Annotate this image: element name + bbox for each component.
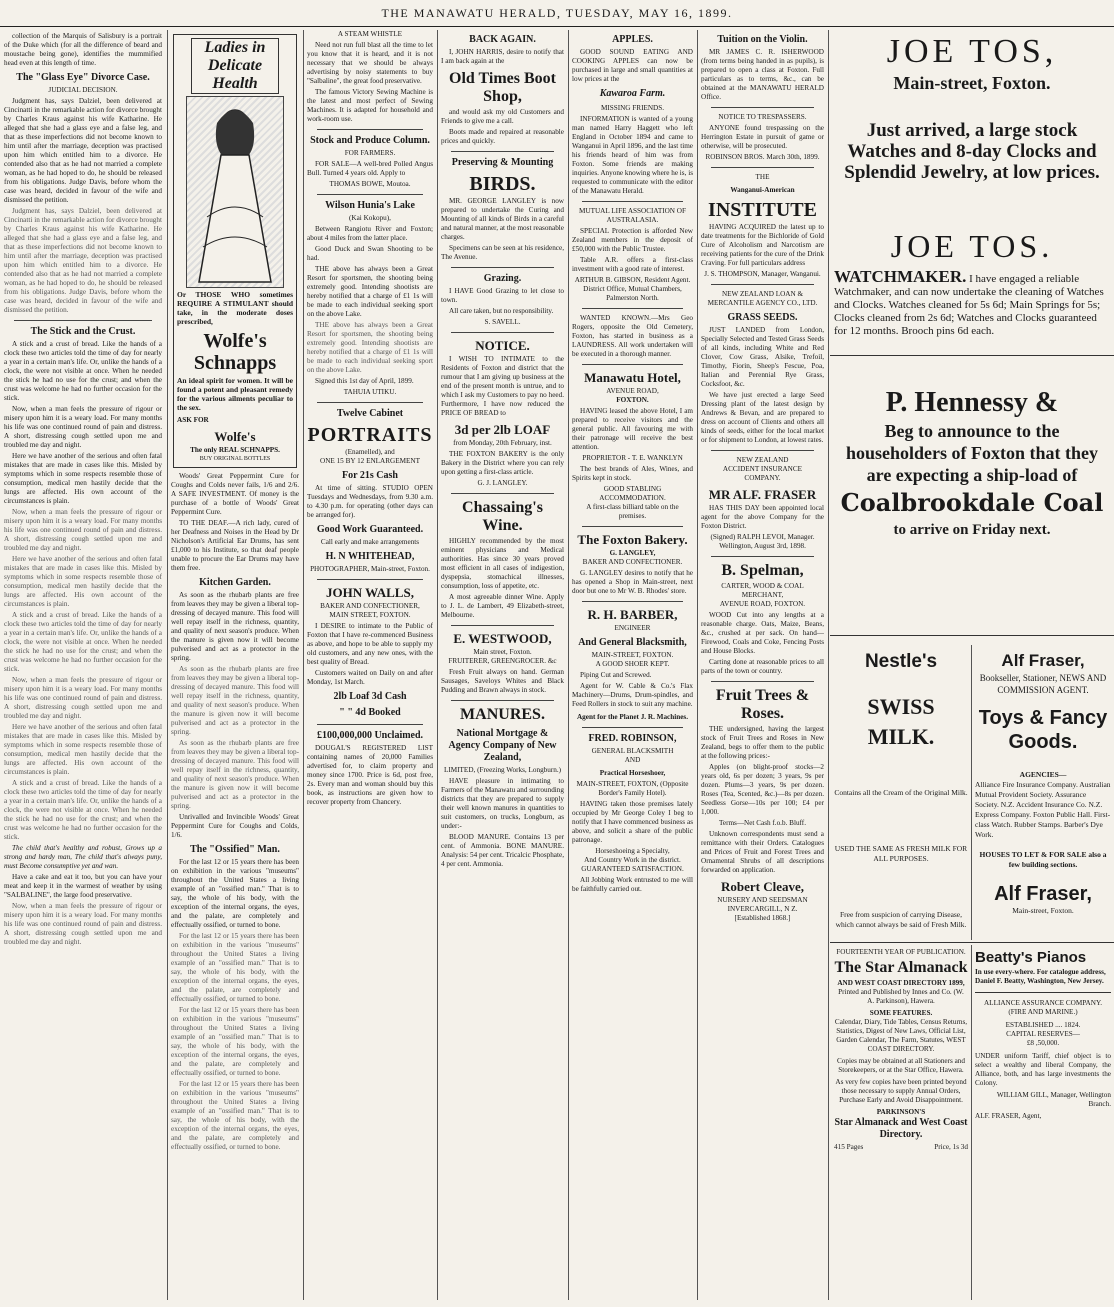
headline: National Mortgage & Agency Company of New Zealand, — [448, 728, 557, 763]
ad-watchmaker — [834, 267, 1110, 350]
ad-text: HAVING leased the above Hotel, I am prepared to receive visitors and the general public. All favouring me with their patronage will receive the best attention. — [572, 407, 693, 451]
column-rule — [697, 30, 698, 1300]
ad-text: and would ask my old Customers and Friends to give me a call. — [441, 108, 564, 125]
subheadline: MAIN-STREET, FOXTON, (Opposite Border's Family Hotel). — [576, 780, 689, 797]
ad-text: Bookseller, Stationer, NEWS AND COMMISSION AGENT. — [979, 673, 1107, 695]
ad-text: I, JOHN HARRIS, desire to notify that I am back again at the — [441, 48, 564, 65]
article-text: Here we have another of the serious and often fatal mistakes that are made in cases like this. Misled by symptoms which in some respects resemble those of consumption, medical men hastily decide that the lungs are affected. His own account of the circumstances is plain. — [4, 555, 162, 608]
ad-text: Call early and make arrangements — [320, 538, 420, 546]
subheadline: INVERCARGILL, N Z. — [727, 905, 798, 913]
headline: Robert Cleave, — [720, 879, 805, 894]
ad-text: The only REAL SCHNAPPS. — [190, 446, 280, 454]
ad-text: HAVE pleasure in intimating to Farmers of the Manawatu and surrounding districts that they are prepared to supply their well known manures in quantities to suit customers, on trucks, Longburn, as under:- — [441, 777, 564, 830]
subheadline: BAKER AND CONFECTIONER, — [320, 602, 420, 610]
subheadline: G. LANGLEY, — [609, 549, 656, 557]
ad-text: Apples (on blight-proof stocks—2 years old, 6s per dozen; 3 years, 9s per dozen. Plums—3 years, 9s per dozen. Roses (Tea, Scented, &c.)—8s per dozen. Seedless Gorse—10s per 100; £4 per 1,000. — [701, 763, 824, 816]
ad-text: I WISH TO INTIMATE to the Residents of Foxton and district that the rumour that I am giving up business at the end of the present month is untrue, and to which I ask my Customers to pay no heed. Furthermore, I have now reduced the PRICE OF BREAD to — [441, 355, 564, 417]
ad-text: ESTABLISHED .... 1824. — [1005, 1021, 1081, 1029]
column-rule — [167, 30, 168, 1300]
headline: NEW ZEALAND — [736, 456, 789, 464]
ad-text: Signed this 1st day of April, 1899. — [315, 377, 414, 385]
subheadline: CARTER, WOOD & COAL MERCHANT, — [721, 582, 804, 599]
headline: Preserving & Mounting — [451, 157, 554, 168]
ad-subtitle: AGENCIES— — [1019, 770, 1067, 779]
subheadline: Horseshoeing a Specialty, — [595, 847, 670, 855]
headline: R. H. BARBER, — [587, 607, 678, 622]
headline: For 21s Cash — [342, 470, 398, 481]
article-text: As soon as the rhubarb plants are free from leaves they may be given a liberal top-dressing of decayed manure. This food will well repay itself in the richness, quantity, and quality of next season's produce. When the manure is given now it will become pulverised and act as a protector in the spring. — [171, 665, 299, 736]
divider — [830, 635, 1114, 636]
article-text: Woods' Great Peppermint Cure for Coughs and Colds never fails, 1/6 and 2/6. A SAFE INVESTMENT. Of money is the purchase of a bottle of Woods' Great Peppermint Cure. — [171, 472, 299, 516]
subheadline: GENERAL BLACKSMITH — [591, 747, 674, 755]
column-rule — [828, 30, 829, 1300]
ad-text: A most agreeable dinner Wine. Apply to J. L. de Lambert, 49 Elizabeth-street, Melbourne. — [441, 593, 564, 619]
article-text: Need not run full blast all the time to let you know that it is heard, and it is not necessary that we should be always advertising by noisy statements to buy "Salbaline", the great food preservative. — [307, 41, 433, 85]
ad-text: USED THE SAME AS FRESH MILK FOR ALL PURPOSES. — [834, 844, 968, 863]
subheadline: PHOTOGRAPHER, Main-street, Foxton. — [310, 565, 430, 573]
ad-text: G. LANGLEY desires to notify that he has opened a Shop in Main-street, next door but one to Mr W. B. Rhodes' store. — [572, 569, 693, 595]
column-6 — [701, 30, 824, 1302]
article-text: Judgment has, says Dalziel, been delivered at Cincinatti in the remarkable action for divorce brought by Charles Kraus against his wife Katharine. He alleged that she had a glass eye and a false leg, and that as these imperfections did not become known to him until after the marriage, deception was practised upon him which entitled him to a divorce. He contended also that as he had not married a complete woman, as he had hoped to do, he should be released from his obligations. Judge Davis, before whom the case was heard, decided in favour of the wife and dismissed the petition. — [4, 207, 162, 314]
subheadline: [Established 1868.] — [734, 914, 791, 922]
verse: The child that's healthy and robust, Grows up a strong and hardy man, The child that's always puny, must Become consumptive yet and wan. — [4, 844, 162, 870]
ad-title: JOE TOS, — [886, 33, 1058, 70]
subheadline: ENGINEER — [614, 624, 651, 632]
ad-text: Free from suspicion of carrying Disease, which cannot always be said of Fresh Milk. — [835, 910, 967, 929]
article-text: Judgment has, says Dalziel, been delivered at Cincinatti in the remarkable action for divorce brought by Charles Kraus against his wife Katharine. He alleged that she had a glass eye and a false leg, and that as these imperfections did not become known to him until after the marriage, deception was practised upon him which entitled him to a divorce. He contended also that as he had not married a complete woman, as he had hoped to do, he should be released from his obligations. Judge Davis, before whom the case was heard, decided in favour of the wife and dismissed the petition. — [4, 97, 162, 204]
headline: Twelve Cabinet — [336, 408, 404, 419]
article-text: Have a cake and eat it too, but you can have your meat and keep it in the warmest of weather by using "SALBALINE", the large food preservative. — [4, 873, 162, 899]
headline: Wanganui-American — [730, 186, 795, 194]
headline: £100,000,000 Unclaimed. — [316, 730, 424, 741]
ad-subtitle: (FIRE AND MARINE.) — [1008, 1008, 1078, 1016]
headline: Good Work Guaranteed. — [316, 524, 424, 535]
ad-text: ANYONE found trespassing on the Herrington Estate in pursuit of game or otherwise, will be prosecuted. — [701, 124, 824, 150]
article-text: For the last 12 or 15 years there has been on exhibition in the various "museums" throughout the United States a living example of an "ossified man." That is to say, the whole of his body, with the exception of the internal organs, the eyes, and the palate, are completely and effectually ossified, or turned to bone. — [171, 1006, 299, 1077]
article-text: Unrivalled and Invincible Woods' Great Peppermint Cure for Coughs and Colds, 1/6. — [171, 813, 299, 839]
subheadline: NURSERY AND SEEDSMAN — [717, 896, 808, 904]
ad-title: WATCHMAKER. — [834, 267, 967, 286]
ad-text: BLOOD MANURE. Contains 13 per cent. of Ammonia. BONE MANURE. Analysis: 54 per cent. Tricalcic Phosphate, 4 per cent. Ammonia. — [441, 833, 564, 868]
ad-text: to arrive on Friday next. — [893, 522, 1051, 538]
headline: BIRDS. — [469, 173, 536, 195]
headline: Old Times Boot Shop, — [449, 70, 556, 105]
ad-text: THE FOXTON BAKERY is the only Bakery in the District where you can rely upon getting a first-class article. — [441, 450, 564, 476]
subheadline: AVENUE ROAD, — [606, 387, 659, 395]
ad-brand: Wolfe's Schnapps — [193, 330, 277, 374]
headline: Wilson Hunia's Lake — [325, 200, 415, 211]
article-text: As soon as the rhubarb plants are free from leaves they may be given a liberal top-dressing of decayed manure. This food will well repay itself in the richness, quantity, and quality of next season's produce. When the manure is given now it will become pulverised and act as a protector in the spring. — [171, 591, 299, 662]
divider — [830, 942, 1114, 943]
ad-text: MR JAMES C. R. ISHERWOOD (from terms being handed in as pupils), is prepared to open a class at Foxton. Full particulars as to terms, &c., can be obtained at the MANAWATU HERALD Office. — [701, 48, 824, 101]
subheadline: MAIN-STREET, FOXTON. — [591, 651, 674, 659]
ad-title: SWISS MILK. — [867, 694, 935, 749]
headline: Kawaroa Farm. — [599, 88, 666, 99]
article-text: Now, when a man feels the pressure of rigour or misery upon him it is a weary load. For many months his life was one continued round of pain and distress. A short, distressing cough settled upon me and troubled me day and night. — [4, 676, 162, 720]
subheadline: LIMITED, (Freezing Works, Longburn.) — [443, 766, 562, 774]
subheadline: GUARANTEED SATISFACTION. — [581, 865, 684, 873]
ad-text: Specimens can be seen at his residence, The Avenue. — [441, 244, 564, 261]
article-text: TO THE DEAF.—A rich lady, cured of her Deafness and Noises in the Head by Dr Nicholson's Artificial Ear Drums, has sent £1,000 to his Institute, so that deaf people unable to procure the Ear Drums may have them free. — [171, 519, 299, 572]
headline: FRED. ROBINSON, — [588, 733, 677, 744]
article-text: A stick and a crust of bread. Like the hands of a clock these two articles told the time of day for nearly a year in a certain man's life. Or, unlike the hands of a clock, the were not visible at once. When he needed the stick he had no use for the crust; and when the crust was welcome he had no further occasion for the stick. — [4, 779, 162, 841]
ad-text: Calendar, Diary, Tide Tables, Census Returns, Statistics, Digest of New Laws, Official List, Garden Calendar, The Farm, Statutes, WEST COAST DIRECTORY. — [834, 1018, 968, 1053]
ad-text: THE above has always been a Great Resort for sportsmen, the shooting being extremely good. Intending shootists are hereby notified that a charge of £1 1s will be made to each individual seeking sport on the above Lake. — [307, 321, 433, 374]
column-2 — [171, 30, 299, 1302]
ad-text: Alliance Fire Insurance Company. Australian Mutual Provident Society. Assurance Society. N.Z. Accident Insurance Co. N.Z. Express Company. Foxton Public Hall. First-class Watch. Rubber Stamps. Barber's Dye Work. — [975, 780, 1111, 839]
headline: MANURES. — [460, 706, 545, 723]
ad-text: HAVING ACQUIRED the latest up to date treatments for the Bichloride of Gold Cure of Alcoholism and Narcotism are receiving patients for the cure of the Drink Craving. For full particulars address — [701, 223, 824, 267]
signature: THOMAS BOWE, Moutoa. — [329, 180, 411, 188]
headline: Agent for the Planet J. R. Machines. — [576, 713, 689, 721]
ad-text: At time of sitting. STUDIO OPEN Tuesdays and Wednesdays, from 9.30 a.m. to 4.30 p.m. for operating (other days can be arranged for). — [307, 484, 433, 519]
ad-text: 415 Pages — [834, 1143, 864, 1151]
ad-alf-fraser — [975, 650, 1111, 940]
headline: INSTITUTE — [708, 199, 817, 221]
ad-subtitle: SOME FEATURES. — [869, 1009, 933, 1017]
subheadline: AVENUE ROAD, FOXTON. — [719, 600, 806, 608]
ad-text: Unknown correspondents must send a remittance with their Orders. Catalogues and Prices of Fruit and Forest Trees and Ornamental Shrubs of all descriptions forwarded on application. — [701, 830, 824, 874]
ad-text: All care taken, but no responsibility. — [449, 307, 554, 315]
ad-text: THE above has always been a Great Resort for sportsmen, the shooting being extremely good. Intending shootists are hereby notified that a charge of £1 1s will be made to each individual seeking sport on the above Lake. — [307, 265, 433, 318]
ad-text: Contains all the Cream of the Original Milk. — [834, 788, 968, 797]
ad-title: JOE TOS. — [890, 228, 1054, 264]
ad-text: We have just erected a large Seed Dressing plant of the latest design by Andrews & Bevan, and are prepared to dress on account of Clients and others all kinds of seeds, either for the local market or for shipment to London, at lowest rates. — [701, 391, 824, 444]
article-text: The famous Victory Sewing Machine is the latest and most perfect of Sewing Machines. It is adapted for household and work-room use. — [307, 88, 433, 123]
headline: COMPANY. — [744, 474, 781, 482]
ad-text: Or THOSE WHO sometimes REQUIRE A STIMULANT should take, in the moderate doses prescribed, — [177, 290, 293, 326]
masthead: THE MANAWATU HERALD, TUESDAY, MAY 16, 1899. — [0, 0, 1114, 27]
ad-text: An ideal spirit for women. It will be found a potent and pleasant remedy for the various ailments peculiar to the sex. — [177, 376, 293, 412]
column-4 — [441, 30, 564, 1302]
ad-text: WOOD Cut into any lengths at a reasonable charge. Oats, Maize, Beans, &c., crushed at per sack. On hand—Firewood, Coals and Coke, Fencing Posts and House Blocks. — [701, 611, 824, 655]
signature: WILLIAM GILL, Manager, Wellington Branch. — [996, 1091, 1111, 1108]
ad-text: As very few copies have been printed beyond those necessary to supply Annual Orders, Purchase Early and Avoid Disappointment. — [835, 1078, 967, 1104]
ad-text: Table A.R. offers a first-class investment with a good rate of interest. — [572, 256, 693, 273]
headline: THE — [755, 173, 770, 181]
ad-subtitle: Main-street, Foxton. — [893, 73, 1051, 93]
headline: MR ALF. FRASER — [708, 487, 817, 502]
ad-text: Boots made and repaired at reasonable prices and quickly. — [441, 128, 564, 145]
column-rule — [437, 30, 438, 1300]
ad-text: Copies may be obtained at all Stationers and Storekeepers, or at the Star Office, Hawera. — [837, 1057, 965, 1074]
headline: MUTUAL LIFE ASSOCIATION OF AUSTRALASIA. — [579, 207, 686, 224]
headline: APPLES. — [612, 34, 653, 45]
article-text: As soon as the rhubarb plants are free from leaves they may be given a liberal top-dressing of decayed manure. This food will well repay itself in the richness, quantity, and quality of next season's produce. When the manure is given now it will become pulverised and act as a protector in the spring. — [171, 739, 299, 810]
article-text: A stick and a crust of bread. Like the hands of a clock these two articles told the time of day for nearly a year in a certain man's life. Or, unlike the hands of a clock, the were not visible at once. When he needed the stick he had no use for the crust; and when the crust was welcome he had no further occasion for the stick. — [4, 611, 162, 673]
subheadline: BAKER AND CONFECTIONER. — [582, 558, 683, 566]
ad-beatty-alliance — [975, 948, 1111, 1303]
article-text: Now, when a man feels the pressure of rigour or misery upon him it is a weary load. For many months his life was one continued round of pain and distress. A short, distressing cough settled upon me and troubled me day and night. — [4, 405, 162, 449]
ad-text: Between Rangiotu River and Foxton; about 4 miles from the latter place. — [307, 225, 433, 242]
ad-text: UNDER uniform Tariff, chief object is to select a wealthy and liberal Company, the Alliance, both, and has large investments the Colony. — [975, 1052, 1111, 1087]
headline: Practical Horseshoer, — [599, 769, 666, 777]
subheadline: FOR FARMERS. — [344, 149, 396, 157]
ad-text: I HAVE Good Grazing to let close to town. — [441, 287, 564, 304]
signature: G. J. LANGLEY. — [477, 479, 528, 487]
headline: The "Ossified" Man. — [190, 844, 280, 855]
signature: ARTHUR B. GIBSON, Resident Agent. District Office, Mutual Chambers, Palmerston North. — [574, 276, 691, 302]
ad-subtitle: AND WEST COAST DIRECTORY 1899, — [837, 979, 965, 987]
headline: ACCIDENT INSURANCE — [722, 465, 803, 473]
ad-title: Star Almanack and West Coast Directory. — [834, 1117, 968, 1140]
column-rule — [971, 945, 972, 1300]
column-3 — [307, 30, 433, 1302]
headline: NOTICE TO TRESPASSERS. — [718, 113, 807, 121]
signature: S. SAVELL. — [484, 318, 521, 326]
headline: Fruit Trees & Roses. — [715, 687, 810, 722]
ad-text: Customers waited on Daily on and after Monday, 1st March. — [307, 669, 433, 686]
article-text: A stick and a crust of bread. Like the hands of a clock these two articles told the time of day for nearly a year in a certain man's life. Or, unlike the hands of a clock, the were not visible at once. When he needed the stick he had no use for the crust; and when the crust was welcome he had no further occasion for the stick. — [4, 340, 162, 402]
ad-headline: Coalbrookdale Coal — [840, 488, 1104, 517]
ad-text: BUY ORIGINAL BOTTLES — [199, 456, 271, 462]
headline: E. WESTWOOD, — [453, 631, 552, 646]
headline: NEW ZEALAND LOAN & MERCANTILE AGENCY CO., LTD. — [707, 290, 818, 307]
headline: Chassaing's Wine. — [462, 499, 543, 534]
signature: ALF. FRASER, Agent, — [975, 1112, 1042, 1120]
ad-joe-tos-stock: Just arrived, a large stock Watches and 8-day Clocks and Splendid Jewelry, at low prices. — [844, 120, 1100, 183]
ad-subtitle: PARKINSON'S — [876, 1108, 926, 1116]
ad-text: I DESIRE to intimate to the Public of Foxton that I have re-commenced Business as above, and hope to be able to supply my old customers, and any new ones, with the best quality of Bread. — [307, 622, 433, 666]
article-text: Here we have another of the serious and often fatal mistakes that are made in cases like this. Misled by symptoms which in some respects resemble those of consumption, medical men hastily decide that the lungs are affected. His own account of the circumstances is plain. — [4, 452, 162, 505]
ad-text: GOOD STABLING ACCOMMODATION. — [599, 485, 666, 502]
ad-text: Good Duck and Swan Shooting to be had. — [307, 245, 433, 262]
headline: " " 4d Booked — [339, 707, 401, 718]
headline: And General Blacksmith, — [578, 637, 687, 648]
ad-text: Main-street, Foxton. — [1012, 906, 1074, 915]
ad-text: HOUSES TO LET & FOR SALE also a few building sections. — [979, 850, 1107, 869]
column-rule — [971, 645, 972, 940]
ad-text: All Jobbing Work entrusted to me will be faithfully carried out. — [572, 876, 693, 893]
ad-text: JUST LANDED from London, Specially Selected and Tested Grass Seeds of all kinds, including White and Red Clover, Cow Grass, Alsike, Trefoil, Timothy, Fiorin, Sheep's Fescue, Poa, Italian and Perennial Rye Grass, Cocksfoot, &c. — [701, 326, 824, 388]
subheadline: (Enamelled), and — [345, 448, 395, 456]
article-text: Now, when a man feels the pressure of rigour or misery upon him it is a weary load. For many months his life was one continued round of pain and distress. A short, distressing cough settled upon me and troubled me day and night. — [4, 508, 162, 552]
headline: 2lb Loaf 3d Cash — [333, 691, 407, 702]
column-rule — [568, 30, 569, 1300]
subheadline: A GOOD SHOER KEPT. — [595, 660, 670, 668]
ad-hennessy — [834, 386, 1110, 596]
headline: B. Spelman, — [721, 562, 804, 579]
subheadline: AND — [624, 756, 641, 764]
ad-text: ASK FOR — [177, 416, 209, 424]
ad-text: HAVING taken those premises lately occupied by Mr George Coley I beg to notify that I have commenced business as above, and solicit a share of the public patronage. — [572, 800, 693, 844]
ad-title: Nestle's — [864, 651, 938, 672]
subheadline: FRUITERER, GREENGROCER. &c — [448, 657, 557, 665]
ad-text: Terms—Net Cash f.o.b. Bluff. — [719, 819, 806, 827]
headline: Tuition on the Violin. — [717, 34, 808, 45]
ad-text: DOUGAL'S REGISTERED LIST containing names of 20,000 Families advertised for, to claim property and money since 1700. Price is 6d, post free, 2s. Every man and woman should buy this book, as instructions are given how to recover property from Chancery. — [307, 744, 433, 806]
ad-text: CAPITAL RESERVES— — [1006, 1030, 1080, 1038]
column-5 — [572, 30, 693, 1302]
ad-text: FOR SALE—A well-bred Polled Angus Bull. Turned 4 years old. Apply to — [307, 160, 433, 177]
headline: BACK AGAIN. — [469, 34, 536, 45]
headline: H. N WHITEHEAD, — [325, 551, 415, 562]
ad-text: In use every-where. For catalogue address, Daniel F. Beatty, Washington, New Jersey. — [975, 968, 1106, 985]
ad-title: Toys & Fancy Goods. — [978, 707, 1108, 753]
headline: The Stick and the Crust. — [30, 326, 136, 337]
headline: JOHN WALLS, — [326, 585, 414, 600]
headline: PORTRAITS — [307, 424, 433, 446]
ad-star-almanack — [834, 948, 968, 1303]
ad-text: I have engaged a reliable Watchmaker, and can now undertake the cleaning of Watches and Clocks. Watches cleaned for 5s 6d; Main Springs for 5s; Clocks cleaned from 2s 6d; Watches and Clocks guaranteed for 12 months. Brooch pins 6d each. — [834, 273, 1104, 337]
subheadline: MAIN STREET, FOXTON. — [329, 611, 411, 619]
signature: J. S. THOMPSON, Manager, Wanganui. — [704, 270, 821, 278]
ad-text: SPECIAL Protection is afforded New Zealand members in the deposit of £50,000 with the Public Trustee. — [572, 227, 693, 253]
article-text: For the last 12 or 15 years there has been on exhibition in the various "museums" throughout the United States a living example of an "ossified man." That is to say, the whole of his body, with the exception of the internal organs, the eyes, and the palate, are completely and effectually ossified, or turned to bone. — [171, 1080, 299, 1151]
ad-text: MR. GEORGE LANGLEY is now prepared to undertake the Curing and Mounting of all kinds of Birds in a careful and natural manner, at the most reasonable charges. — [441, 197, 564, 241]
subheadline: ONE 15 BY 12 ENLARGEMENT — [320, 457, 420, 465]
subheadline: FOXTON. — [616, 396, 649, 404]
ad-text: GOOD SOUND EATING AND COOKING APPLES can now be purchased in large and small quantities at low prices at the — [572, 48, 693, 83]
ad-title: P. Hennessy & — [885, 387, 1059, 418]
headline: Manawatu Hotel, — [584, 370, 681, 385]
headline: Kitchen Garden. — [199, 577, 271, 588]
subheadline: Main street, Foxton. — [473, 648, 532, 656]
article-text: For the last 12 or 15 years there has been on exhibition in the various "museums" throughout the United States a living example of an "ossified man." That is to say, the whole of his body, with the exception of the internal organs, the eyes, and the palate, are completely and effectually ossified, or turned to bone. — [171, 932, 299, 1003]
ad-title: Beatty's Pianos — [975, 949, 1087, 966]
ad-text: Beg to announce to the householders of Foxton that they are expecting a ship-load of — [845, 421, 1098, 485]
article-text: Here we have another of the serious and often fatal mistakes that are made in cases like this. Misled by symptoms which in some respects resemble those of consumption, medical men hastily decide that the lungs are affected. His own account of the circumstances is plain. — [4, 723, 162, 776]
headline: GRASS SEEDS. — [727, 312, 798, 323]
ad-text: from Monday, 20th February, inst. — [453, 439, 552, 447]
ad-text: The best brands of Ales, Wines, and Spirits kept in stock. — [572, 465, 693, 482]
signature: ROBINSON BROS. March 30th, 1899. — [705, 153, 820, 161]
headline: A STEAM WHISTLE — [337, 30, 403, 38]
column-1 — [4, 30, 162, 1302]
ad-title: The Star Almanack — [834, 959, 968, 976]
column-rule — [303, 30, 304, 1300]
subheadline: (Kai Kokopu), — [349, 214, 391, 222]
subheadline: JUDICIAL DECISION. — [48, 86, 118, 94]
ad-text: THE undersigned, having the largest stock of Fruit Trees and Roses in New Zealand, begs to offer them to the public at the following prices:- — [701, 725, 824, 760]
ad-text: Carting done at reasonable prices to all parts of the town or country. — [701, 658, 824, 675]
ad-title: Ladies in Delicate Health — [191, 38, 279, 94]
subheadline: And Country Work in the district. — [584, 856, 681, 864]
ad-text: HAS THIS DAY been appointed local agent for the above Company for the Foxton District. — [701, 504, 824, 530]
ad-text: £8 ,50,000. — [1026, 1039, 1060, 1047]
ad-text: Piping Cut and Screwed. — [580, 671, 652, 679]
ad-wolfes-schnapps — [173, 34, 297, 468]
article-text: For the last 12 or 15 years there has been on exhibition in the various "museums" throughout the United States a living example of an "ossified man." That is to say, the whole of his body, with the exception of the internal organs, the eyes, and the palate, are completely and effectually ossified, or turned to bone. — [171, 858, 299, 929]
signature: (Signed) RALPH LEVOI, Manager. Wellington, August 3rd, 1898. — [710, 533, 815, 550]
signature: TAHUIA UTIKU. — [343, 388, 397, 396]
ad-text: HIGHLY recommended by the most eminent physicians and Medical authorities. Has since 30 years proved most efficient in all cases of indigestion, dyspepsia, stomachical illnesses, consumption, loss of appetite, etc. — [441, 537, 564, 590]
ad-text: A first-class billiard table on the premises. — [586, 503, 679, 520]
article-text: Now, when a man feels the pressure of rigour or misery upon him it is a weary load. For many months his life was one continued round of pain and distress. A short, distressing cough settled upon me and troubled me day and night. — [4, 902, 162, 946]
ad-text: Fresh Fruit always on hand. German Sausages, Saveloys Whites and Black Pudding and Brawn always in stock. — [441, 668, 564, 694]
headline: Stock and Produce Column. — [310, 135, 430, 146]
ad-text: WANTED KNOWN.—Mrs Geo Rogers, opposite the Old Cemetery, Foxton, has started in business as a LAUNDRESS. All work undertaken will be executed in a thorough manner. — [572, 314, 693, 358]
article-text: collection of the Marquis of Salisbury is a portrait of the Duke which (for all the difference of beard and moustache being gone), identifies the mummified head even at this length of time. — [4, 32, 162, 67]
headline: MISSING FRIENDS. — [600, 104, 665, 112]
ad-brand: Wolfe's — [214, 429, 256, 444]
ad-text: Agent for W. Cable & Co.'s Flax Machinery—Drums, Drum-spindles, and Feed Rollers in stock to suit any machine. — [572, 682, 693, 708]
headline: 3d per 2lb LOAF — [454, 422, 551, 437]
signature: PROPRIETOR - T. E. WANKLYN — [582, 454, 683, 462]
ad-text: Price, 1s 3d — [934, 1143, 968, 1151]
ad-title: ALLIANCE ASSURANCE COMPANY. — [983, 999, 1102, 1007]
divider — [830, 355, 1114, 356]
headline: The "Glass Eye" Divorce Case. — [16, 72, 150, 83]
ad-title: Alf Fraser, — [994, 883, 1092, 905]
headline: Grazing. — [483, 273, 522, 284]
ad-text: INFORMATION is wanted of a young man named Harry Haggett who left England in October 1894 and came to Wanganui in April 1896, and the last time his friends heard of him was from Foxton. Some friends are making inquiries. Anyone knowing where he is, is requested to communicate with the editor of the Manawatu Herald. — [572, 115, 693, 195]
lady-illustration-icon — [186, 96, 284, 288]
ad-title: Alf Fraser, — [1001, 651, 1085, 670]
headline: NOTICE. — [475, 338, 530, 353]
headline: The Foxton Bakery. — [577, 532, 688, 547]
ad-text: FOURTEENTH YEAR OF PUBLICATION. — [836, 948, 966, 956]
ad-text: Printed and Published by Innes and Co. (W. A. Parkinson), Hawera. — [838, 988, 964, 1005]
